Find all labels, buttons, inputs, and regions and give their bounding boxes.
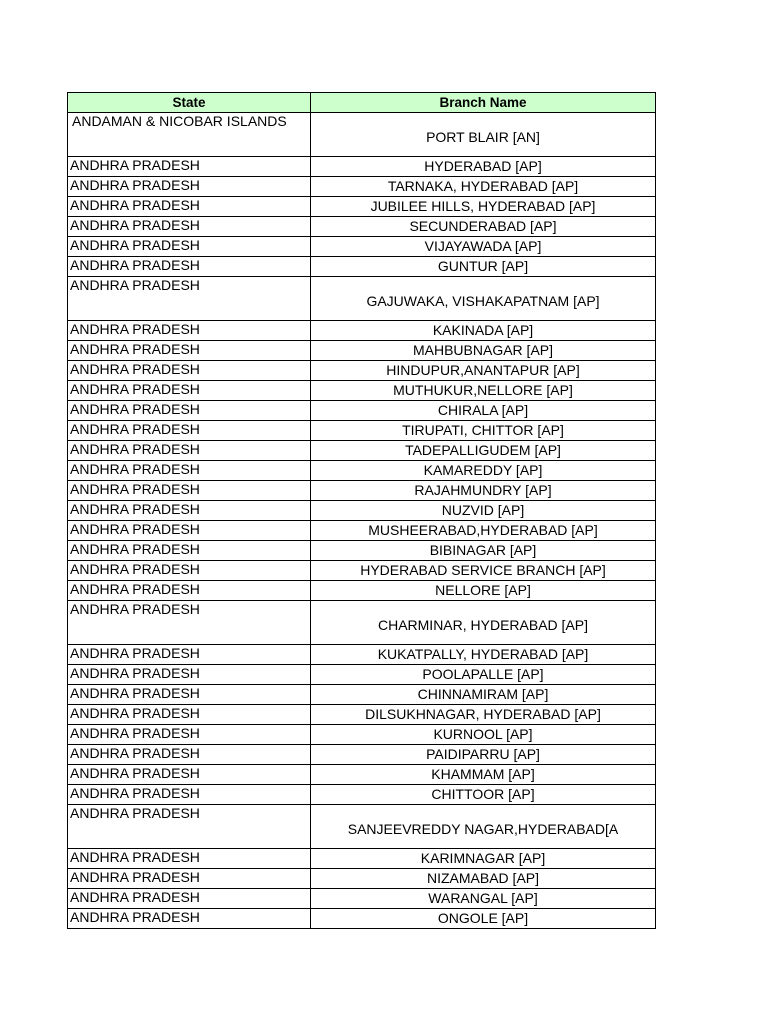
state-cell: ANDHRA PRADESH	[68, 561, 311, 581]
branch-name-cell: VIJAYAWADA [AP]	[311, 237, 656, 257]
table-row	[68, 785, 656, 805]
table-row	[68, 765, 656, 785]
state-cell: ANDHRA PRADESH	[68, 581, 311, 601]
branch-name-cell: DILSUKHNAGAR, HYDERABAD [AP]	[311, 705, 656, 725]
table-row	[68, 197, 656, 217]
state-cell: ANDHRA PRADESH	[68, 217, 311, 237]
table-row	[68, 645, 656, 665]
table-body	[68, 113, 656, 929]
state-cell: ANDHRA PRADESH	[68, 341, 311, 361]
table-row	[68, 869, 656, 889]
table-row	[68, 277, 656, 321]
branch-name-cell: KUKATPALLY, HYDERABAD [AP]	[311, 645, 656, 665]
table-row	[68, 421, 656, 441]
state-cell: ANDHRA PRADESH	[68, 501, 311, 521]
state-cell: ANDHRA PRADESH	[68, 381, 311, 401]
table-row	[68, 257, 656, 277]
table-row	[68, 381, 656, 401]
branch-name-cell: HINDUPUR,ANANTAPUR [AP]	[311, 361, 656, 381]
branch-name-cell: HYDERABAD [AP]	[311, 157, 656, 177]
branch-name-cell: ONGOLE [AP]	[311, 909, 656, 929]
branch-name-cell: JUBILEE HILLS, HYDERABAD [AP]	[311, 197, 656, 217]
state-cell: ANDHRA PRADESH	[68, 725, 311, 745]
state-cell: ANDHRA PRADESH	[68, 177, 311, 197]
table-row	[68, 401, 656, 421]
branch-name-cell: POOLAPALLE [AP]	[311, 665, 656, 685]
branch-name-cell: MAHBUBNAGAR [AP]	[311, 341, 656, 361]
branch-name-cell: HYDERABAD SERVICE BRANCH [AP]	[311, 561, 656, 581]
branch-name-cell: MUSHEERABAD,HYDERABAD [AP]	[311, 521, 656, 541]
table-row	[68, 725, 656, 745]
state-cell: ANDHRA PRADESH	[68, 665, 311, 685]
state-cell: ANDHRA PRADESH	[68, 481, 311, 501]
branch-name-cell: BIBINAGAR [AP]	[311, 541, 656, 561]
state-cell: ANDHRA PRADESH	[68, 541, 311, 561]
state-cell: ANDHRA PRADESH	[68, 745, 311, 765]
branch-name-cell: KHAMMAM [AP]	[311, 765, 656, 785]
state-cell: ANDHRA PRADESH	[68, 869, 311, 889]
state-cell: ANDHRA PRADESH	[68, 237, 311, 257]
branch-name-cell: RAJAHMUNDRY [AP]	[311, 481, 656, 501]
state-cell: ANDHRA PRADESH	[68, 909, 311, 929]
column-header-state: State	[68, 93, 311, 113]
table-row	[68, 501, 656, 521]
header-row	[68, 93, 656, 113]
table-row	[68, 849, 656, 869]
table-row	[68, 461, 656, 481]
table-row	[68, 177, 656, 197]
state-cell: ANDHRA PRADESH	[68, 805, 311, 849]
state-cell: ANDHRA PRADESH	[68, 361, 311, 381]
state-cell: ANDHRA PRADESH	[68, 321, 311, 341]
state-cell: ANDHRA PRADESH	[68, 645, 311, 665]
state-cell: ANDHRA PRADESH	[68, 601, 311, 645]
state-cell: ANDHRA PRADESH	[68, 257, 311, 277]
table-row	[68, 601, 656, 645]
state-cell: ANDHRA PRADESH	[68, 441, 311, 461]
table-row	[68, 685, 656, 705]
table-row	[68, 237, 656, 257]
branch-name-cell: NUZVID [AP]	[311, 501, 656, 521]
branch-name-cell: KARIMNAGAR [AP]	[311, 849, 656, 869]
branch-name-cell: CHITTOOR [AP]	[311, 785, 656, 805]
state-cell: ANDHRA PRADESH	[68, 401, 311, 421]
table-row	[68, 441, 656, 461]
branch-name-cell: TIRUPATI, CHITTOR [AP]	[311, 421, 656, 441]
state-cell: ANDHRA PRADESH	[68, 889, 311, 909]
branch-name-cell: SECUNDERABAD [AP]	[311, 217, 656, 237]
state-cell: ANDAMAN & NICOBAR ISLANDS	[68, 113, 311, 157]
branch-name-cell: CHARMINAR, HYDERABAD [AP]	[311, 601, 656, 645]
branch-name-cell: CHIRALA [AP]	[311, 401, 656, 421]
table-row	[68, 909, 656, 929]
state-cell: ANDHRA PRADESH	[68, 197, 311, 217]
branch-name-cell: KAMAREDDY [AP]	[311, 461, 656, 481]
column-header-branch-name: Branch Name	[311, 93, 656, 113]
branch-name-cell: NIZAMABAD [AP]	[311, 869, 656, 889]
branch-name-cell: GAJUWAKA, VISHAKAPATNAM [AP]	[311, 277, 656, 321]
table-row	[68, 745, 656, 765]
branch-name-cell: TARNAKA, HYDERABAD [AP]	[311, 177, 656, 197]
state-cell: ANDHRA PRADESH	[68, 461, 311, 481]
branch-name-cell: GUNTUR [AP]	[311, 257, 656, 277]
table-row	[68, 541, 656, 561]
branch-name-cell: TADEPALLIGUDEM [AP]	[311, 441, 656, 461]
branch-name-cell: SANJEEVREDDY NAGAR,HYDERABAD[A	[311, 805, 656, 849]
state-cell: ANDHRA PRADESH	[68, 785, 311, 805]
state-cell: ANDHRA PRADESH	[68, 421, 311, 441]
state-cell: ANDHRA PRADESH	[68, 157, 311, 177]
branch-name-cell: CHINNAMIRAM [AP]	[311, 685, 656, 705]
branch-name-cell: PAIDIPARRU [AP]	[311, 745, 656, 765]
state-cell: ANDHRA PRADESH	[68, 705, 311, 725]
branch-name-cell: KAKINADA [AP]	[311, 321, 656, 341]
table-row	[68, 361, 656, 381]
table-row	[68, 561, 656, 581]
branch-name-cell: MUTHUKUR,NELLORE [AP]	[311, 381, 656, 401]
branch-name-cell: WARANGAL [AP]	[311, 889, 656, 909]
table-row	[68, 157, 656, 177]
table-row	[68, 581, 656, 601]
state-cell: ANDHRA PRADESH	[68, 277, 311, 321]
branch-name-cell: NELLORE [AP]	[311, 581, 656, 601]
table-row	[68, 521, 656, 541]
state-cell: ANDHRA PRADESH	[68, 849, 311, 869]
table-row	[68, 113, 656, 157]
table-row	[68, 481, 656, 501]
state-cell: ANDHRA PRADESH	[68, 685, 311, 705]
table-row	[68, 665, 656, 685]
state-cell: ANDHRA PRADESH	[68, 765, 311, 785]
table-row	[68, 321, 656, 341]
branch-name-cell: KURNOOL [AP]	[311, 725, 656, 745]
state-cell: ANDHRA PRADESH	[68, 521, 311, 541]
branch-table	[67, 92, 656, 929]
table-row	[68, 217, 656, 237]
branch-name-cell: PORT BLAIR [AN]	[311, 113, 656, 157]
table-row	[68, 889, 656, 909]
table-row	[68, 341, 656, 361]
table-row	[68, 705, 656, 725]
table-row	[68, 805, 656, 849]
